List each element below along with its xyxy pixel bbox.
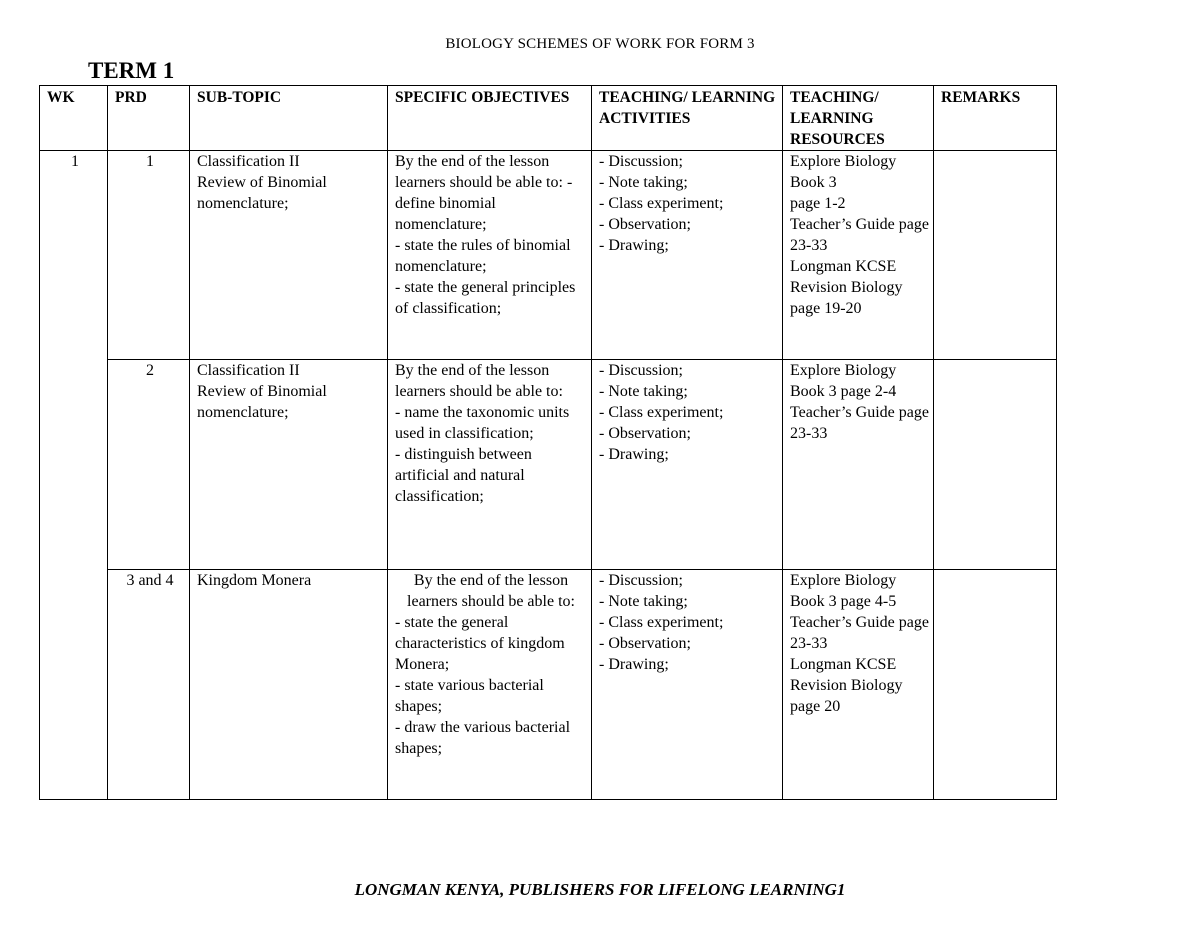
header-activities: TEACHING/ LEARNING ACTIVITIES [592, 86, 783, 151]
document-title: BIOLOGY SCHEMES OF WORK FOR FORM 3 [445, 36, 755, 52]
resource-line: page 1-2 [790, 195, 846, 212]
subtopic-line: Classification II [197, 362, 300, 379]
activity-line: - Note taking; [599, 383, 688, 400]
activity-line: - Drawing; [599, 656, 669, 673]
table-row [40, 151, 1057, 360]
subtopic-cell [190, 570, 388, 800]
resource-line: Longman KCSE Revision Biology page 20 [790, 656, 903, 715]
objective-line: - draw the various bacterial shapes; [395, 719, 571, 757]
objective-line: - state the rules of binomial nomenclature; [395, 237, 571, 275]
objective-line: By the end of the lesson learners should be able to: [395, 362, 563, 400]
header-objectives: SPECIFIC OBJECTIVES [388, 86, 592, 151]
objective-line: By the end of the lesson learners should be able to: - define binomial nomenclature; [395, 153, 573, 233]
header-remarks: REMARKS [934, 86, 1057, 151]
table-header-row [40, 86, 1057, 151]
resources-cell [783, 570, 934, 800]
activity-line: - Note taking; [599, 174, 688, 191]
activity-line: - Discussion; [599, 572, 683, 589]
subtopic-line: Kingdom Monera [197, 572, 312, 589]
subtopic-cell [190, 360, 388, 570]
subtopic-line: Review of Binomial nomenclature; [197, 383, 327, 421]
resource-line: Teacher’s Guide page 23-33 [790, 216, 929, 254]
activity-line: - Drawing; [599, 446, 669, 463]
activity-line: - Class experiment; [599, 404, 724, 421]
term-heading: TERM 1 [88, 58, 175, 83]
objectives-cell [388, 360, 592, 570]
activity-line: - Discussion; [599, 362, 683, 379]
objective-line: - state the general characteristics of kingdom Monera; [395, 614, 565, 673]
activity-line: - Drawing; [599, 237, 669, 254]
period-cell: 2 [108, 360, 190, 570]
objectives-cell [388, 570, 592, 800]
table-row [40, 570, 1057, 800]
activities-cell [592, 570, 783, 800]
subtopic-line: Review of Binomial nomenclature; [197, 174, 327, 212]
activity-line: - Observation; [599, 635, 691, 652]
objective-line: - state the general principles of classification; [395, 279, 576, 317]
activities-cell [592, 360, 783, 570]
activity-line: - Class experiment; [599, 614, 724, 631]
resources-cell [783, 360, 934, 570]
objective-intro: By the end of the lesson learners should be able to: [407, 572, 575, 610]
objectives-cell [388, 151, 592, 360]
objective-line: - distinguish between artificial and natural classification; [395, 446, 532, 505]
period-cell: 3 and 4 [108, 570, 190, 800]
schemes-table [39, 85, 1057, 800]
resource-line: Explore Biology Book 3 page 2-4 [790, 362, 897, 400]
resource-line: page 19-20 [790, 300, 862, 317]
activity-line: - Note taking; [599, 593, 688, 610]
resource-line: Explore Biology Book 3 [790, 153, 897, 191]
remarks-cell [934, 570, 1057, 800]
resource-line: Explore Biology Book 3 page 4-5 [790, 572, 897, 610]
remarks-cell [934, 151, 1057, 360]
week-cell: 1 [40, 151, 108, 800]
header-wk: WK [40, 86, 108, 151]
table-row [40, 360, 1057, 570]
resources-cell [783, 151, 934, 360]
activities-cell [592, 151, 783, 360]
subtopic-line: Classification II [197, 153, 300, 170]
header-subtopic: SUB-TOPIC [190, 86, 388, 151]
publisher-footer: LONGMAN KENYA, PUBLISHERS FOR LIFELONG LEARNING1 [354, 880, 846, 899]
objective-line: - state various bacterial shapes; [395, 677, 544, 715]
subtopic-cell [190, 151, 388, 360]
remarks-cell [934, 360, 1057, 570]
resource-line: Longman KCSE Revision Biology [790, 258, 903, 296]
header-resources: TEACHING/ LEARNING RESOURCES [783, 86, 934, 151]
period-cell: 1 [108, 151, 190, 360]
activity-line: - Discussion; [599, 153, 683, 170]
objective-line: - name the taxonomic units used in classification; [395, 404, 570, 442]
resource-line: Teacher’s Guide page 23-33 [790, 614, 929, 652]
activity-line: - Class experiment; [599, 195, 724, 212]
resource-line: Teacher’s Guide page 23-33 [790, 404, 929, 442]
activity-line: - Observation; [599, 216, 691, 233]
activity-line: - Observation; [599, 425, 691, 442]
header-prd: PRD [108, 86, 190, 151]
